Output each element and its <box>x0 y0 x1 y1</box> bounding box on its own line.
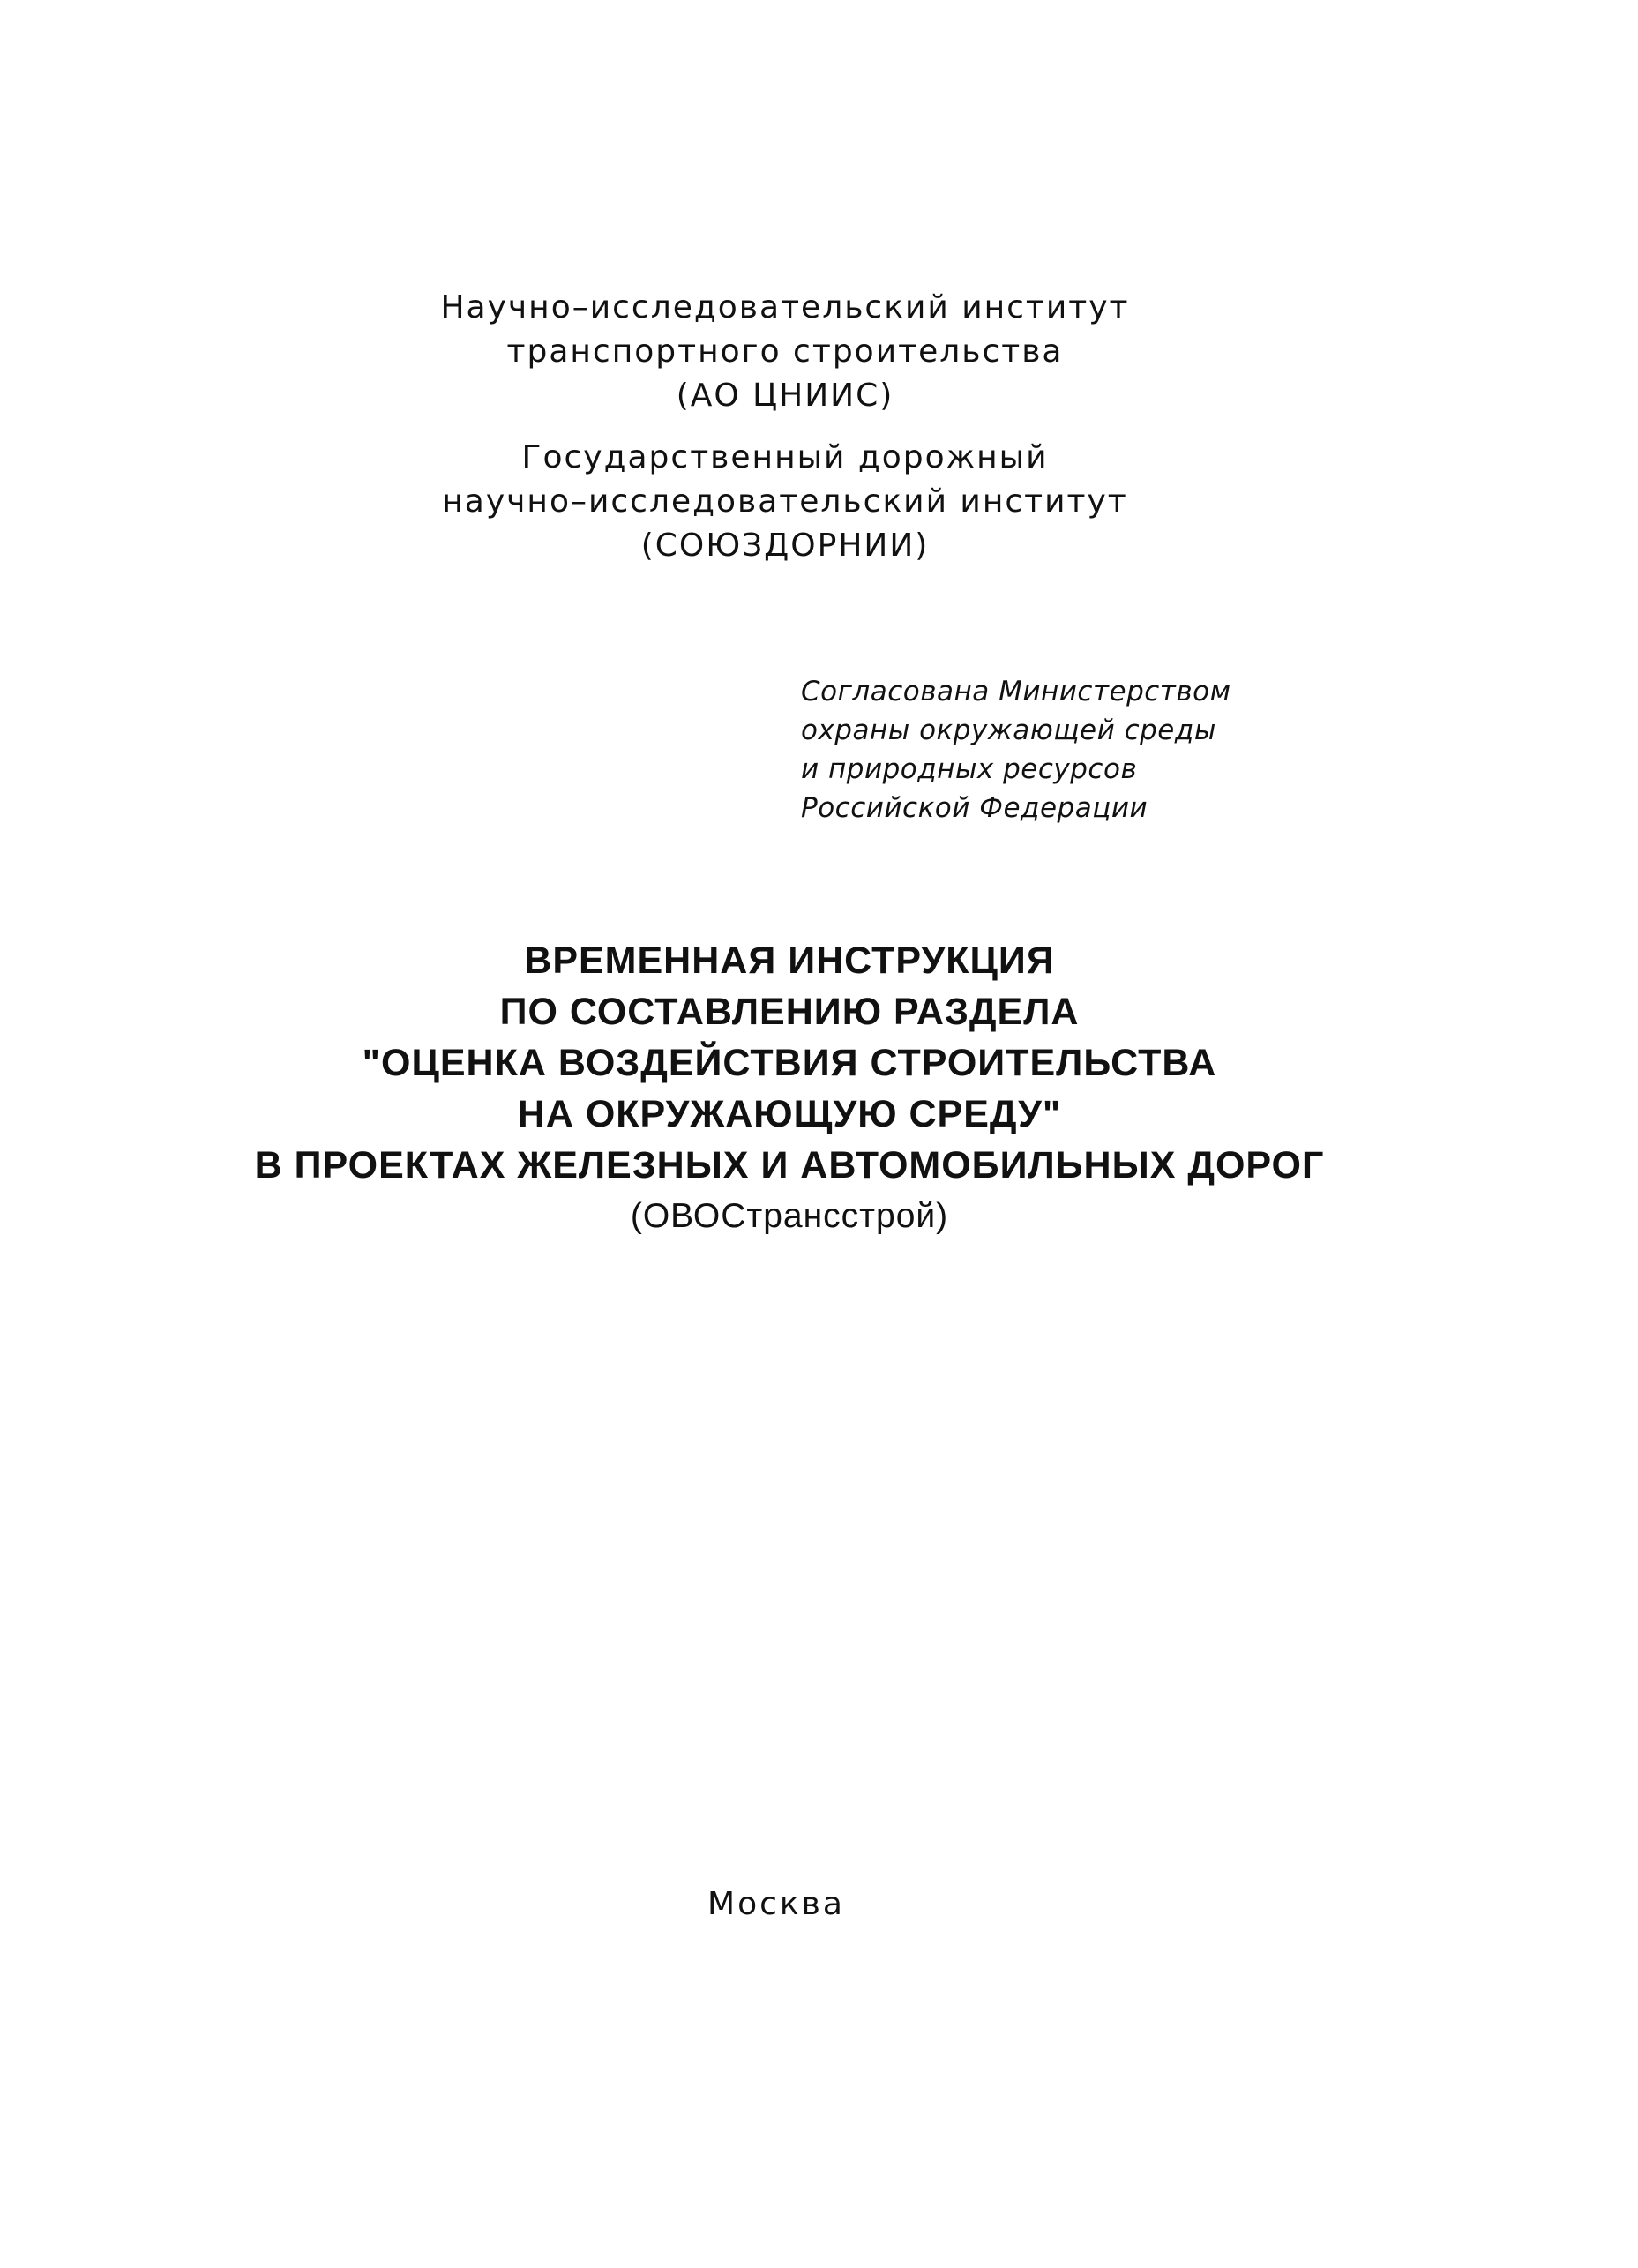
approval-line: охраны окружающей среды <box>801 715 1216 746</box>
org-line: Научно–исследовательский институт <box>440 289 1130 326</box>
org-line: Государственный дорожный <box>521 439 1049 475</box>
organization-soyuzdornii <box>291 436 1279 568</box>
approval-line: Согласована Министерством <box>801 676 1231 707</box>
org-abbreviation: (СОЮЗДОРНИИ) <box>640 528 930 564</box>
title-line: НА ОКРУЖАЮЩУЮ СРЕДУ" <box>517 1093 1062 1135</box>
org-abbreviation: (АО ЦНИИС) <box>676 378 894 414</box>
publication-city: Москва <box>707 1886 845 1922</box>
title-line: ВРЕМЕННАЯ ИНСТРУКЦИЯ <box>524 939 1055 982</box>
org-line: научно–исследовательский институт <box>442 483 1128 520</box>
approval-note <box>801 672 1231 827</box>
approval-line: и природных ресурсов <box>801 753 1138 785</box>
org-line: транспортного строительства <box>506 333 1064 370</box>
approval-line: Российской Федерации <box>801 792 1148 824</box>
title-line: В ПРОЕКТАХ ЖЕЛЕЗНЫХ И АВТОМОБИЛЬНЫХ ДОРОГ <box>254 1144 1325 1186</box>
title-subtitle: (ОВОСтрансстрой) <box>630 1197 949 1235</box>
title-line: ПО СОСТАВЛЕНИЮ РАЗДЕЛА <box>499 991 1080 1033</box>
organization-cniis <box>291 286 1279 418</box>
title-line: "ОЦЕНКА ВОЗДЕЙСТВИЯ СТРОИТЕЛЬСТВА <box>362 1042 1217 1084</box>
document-title <box>203 935 1376 1242</box>
